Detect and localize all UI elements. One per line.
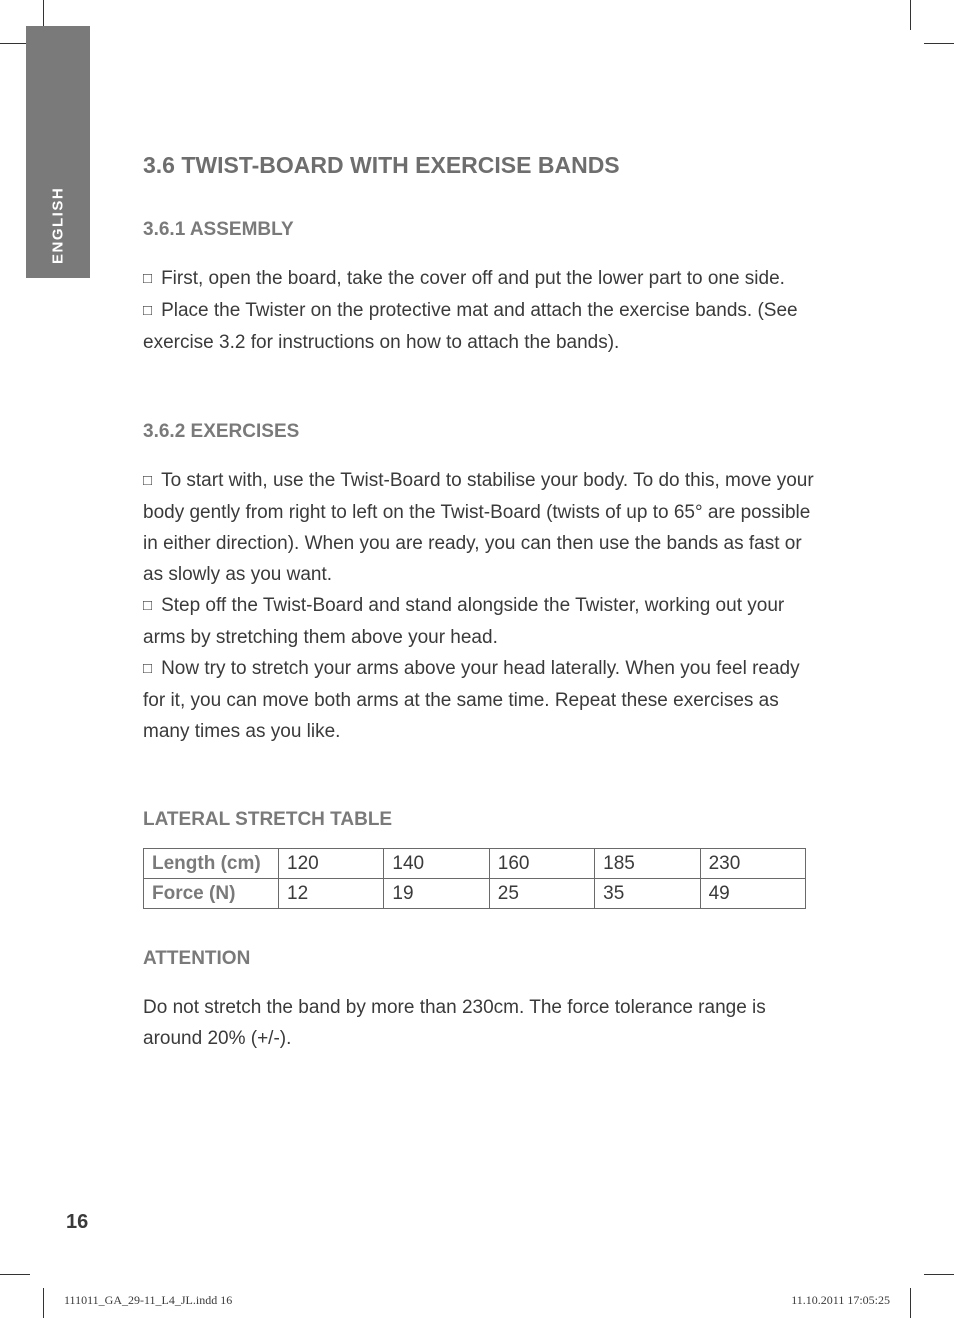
- crop-mark: [43, 1288, 44, 1318]
- table-row: [144, 879, 806, 909]
- date-slug: 11.10.2011 17:05:25: [791, 1293, 890, 1307]
- table-cell: 160: [489, 849, 594, 879]
- section-title: 3.6 TWIST-BOARD WITH EXERCISE BANDS: [143, 152, 620, 178]
- table-cell: 120: [279, 849, 384, 879]
- list-item: □ Place the Twister on the protective mat and attach the exercise bands. (See exercise 3.2 for instructions on how to attach the bands).: [143, 300, 798, 353]
- language-tab-label-wrap: [26, 26, 90, 278]
- list-item: □ First, open the board, take the cover off and put the lower part to one side.: [143, 268, 785, 289]
- exercises-list: [143, 465, 815, 747]
- table-cell: 185: [595, 849, 700, 879]
- assembly-list: [143, 263, 815, 358]
- table-cell: 49: [700, 879, 805, 909]
- checkbox-icon: □: [143, 660, 153, 677]
- list-item: □ Step off the Twist-Board and stand alongside the Twister, working out your arms by stretching them above your head.: [143, 595, 785, 648]
- assembly-heading: 3.6.1 ASSEMBLY: [143, 219, 294, 240]
- checkbox-icon: □: [143, 302, 153, 319]
- checkbox-icon: □: [143, 597, 153, 614]
- crop-mark: [924, 43, 954, 44]
- file-slug: 111011_GA_29-11_L4_JL.indd 16: [64, 1293, 233, 1307]
- table-cell: 140: [384, 849, 489, 879]
- crop-mark: [924, 1274, 954, 1275]
- checkbox-icon: □: [143, 472, 153, 489]
- row-header: Force (N): [144, 879, 279, 909]
- crop-mark: [0, 1274, 30, 1275]
- list-item: □ To start with, use the Twist-Board to stabilise your body. To do this, move your body gently from right to left on the Twist-Board (twists of up to 65° are possible in either direction). When you are ready, you can then use the bands as fast or as slowly as you want.: [143, 470, 814, 585]
- list-item: □ Now try to stretch your arms above your head laterally. When you feel ready for it, you can move both arms at the same time. Repeat these exercises as many times as you like.: [143, 658, 800, 742]
- row-header: Length (cm): [144, 849, 279, 879]
- language-tab-label: ENGLISH: [49, 186, 67, 264]
- page-number: 16: [66, 1211, 89, 1233]
- table-cell: 25: [489, 879, 594, 909]
- attention-heading: ATTENTION: [143, 948, 251, 969]
- table-cell: 230: [700, 849, 805, 879]
- crop-mark: [910, 1288, 911, 1318]
- table-row: [144, 849, 806, 879]
- table-cell: 35: [595, 879, 700, 909]
- stretch-table: [143, 848, 806, 909]
- table-cell: 19: [384, 879, 489, 909]
- checkbox-icon: □: [143, 270, 153, 287]
- crop-mark: [910, 0, 911, 30]
- attention-text: Do not stretch the band by more than 230cm. The force tolerance range is around 20% (+/-).: [143, 997, 766, 1049]
- stretch-table-heading: LATERAL STRETCH TABLE: [143, 809, 393, 830]
- exercises-heading: 3.6.2 EXERCISES: [143, 421, 300, 442]
- table-cell: 12: [279, 879, 384, 909]
